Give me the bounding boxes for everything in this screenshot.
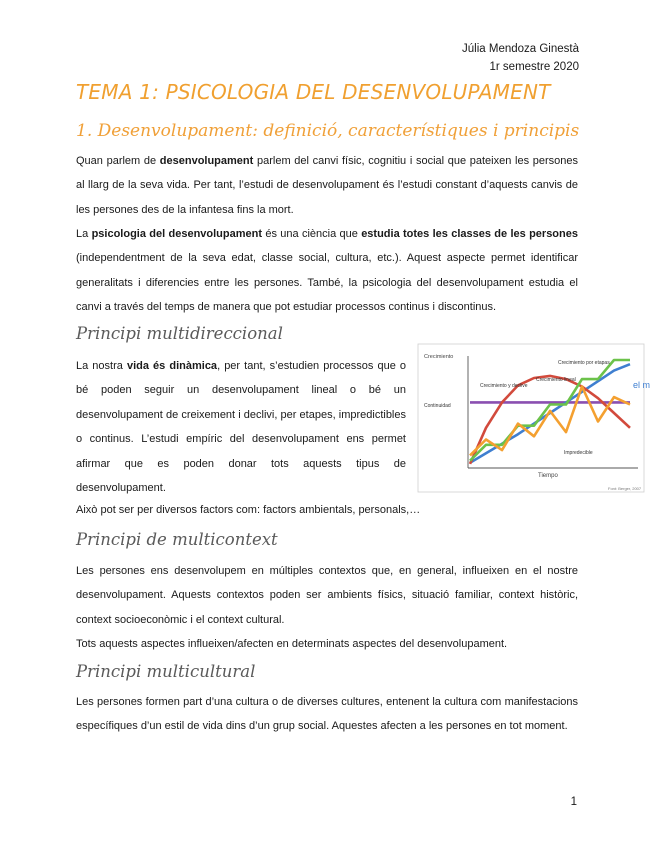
text-run: La nostra — [76, 360, 127, 372]
definition-paragraph — [76, 222, 578, 320]
page-header — [462, 40, 579, 76]
legend-label-linear: Crecimiento lineal — [536, 377, 576, 383]
author-name: Júlia Mendoza Ginestà — [462, 43, 579, 55]
subheading-multicontext: Principi de multicontext — [76, 530, 278, 549]
subheading-multidirectional: Principi multidireccional — [76, 324, 283, 343]
legend-label-growth-decline: Crecimiento y declive — [480, 383, 528, 389]
legend-label-stages: Crecimiento por etapas — [558, 360, 610, 366]
text-run: (independentment de la seva edat, classe social, cultura, etc.). Aquest aspecte permet identificar generalitats i diferencies entre les persones. També, la psicologia del desenvolupament estudia el canvi a través del temps de manera que pot estudiar processos continus i discontinus. — [76, 252, 578, 314]
section-heading: 1. Desenvolupament: definició, característiques i principis — [76, 121, 580, 141]
bold-term: desenvolupament — [159, 155, 254, 167]
multicultural-paragraph: Les persones formen part d’una cultura o de diverses cultures, entenent la cultura com manifestacions específiques d’un estil de vida dins d’un grup social. Aquestes afecten a les persones en tot moment. — [76, 696, 578, 733]
y-axis-label: Crecimiento — [424, 354, 454, 360]
semester: 1r semestre 2020 — [489, 61, 579, 73]
text-run: és una ciència que — [262, 228, 362, 240]
multidirectional-factors: Això pot ser per diversos factors com: factors ambientals, personals,… — [76, 504, 421, 516]
subheading-multicultural: Principi multicultural — [76, 662, 256, 681]
text-run: Quan parlem de — [76, 155, 160, 167]
multidirectional-paragraph — [76, 354, 406, 500]
bold-term: psicologia del desenvolupament — [91, 228, 263, 240]
text-run: , per tant, s’estudien processos que o bé poden seguir un desenvolupament lineal o bé un desenvolupament de creixement i declivi, per etapes, impredictibles o continus. L’estudi empíric del desenvolupament ens permet afirmar que es poden donar tots aquests tipus de desenvolupament. — [76, 360, 407, 495]
bold-term: estudia totes les classes de les persones — [361, 228, 578, 240]
document-title: TEMA 1: PSICOLOGIA DEL DESENVOLUPAMENT — [76, 80, 551, 104]
multicontext-paragraph: Les persones ens desenvolupem en múltiples contextos que, en general, influeixen en el nostre desenvolupament. Aquests contextos poden ser ambients físics, situació familiar, context històric, context socioeconòmic i el context cultural. — [76, 565, 578, 626]
text-run: La — [76, 228, 92, 240]
intro-paragraph — [76, 149, 578, 222]
text-run: parlem del canvi físic, cognitiu i social que pateixen les persones al llarg de la seva vida. Per tant, l’estudi de desenvolupament és l’estudi constant d’aquests canvis de les persones des de la infantesa fins la mort. — [76, 155, 578, 216]
bold-term: vida és dinàmica — [126, 360, 218, 372]
legend-label-unpredictable: Impredecible — [564, 450, 593, 456]
chart-source: Font: Berger, 2007 — [608, 486, 642, 491]
multicontext-summary: Tots aquests aspectes influeixen/afecten en determinats aspectes del desenvolupament. — [76, 638, 508, 650]
x-axis-label: Tiempo — [538, 473, 558, 479]
chart-annotation: el m — [633, 380, 651, 390]
development-chart — [418, 344, 651, 492]
legend-label-continuity: Continuidad — [424, 403, 451, 409]
page-number: 1 — [570, 796, 577, 808]
